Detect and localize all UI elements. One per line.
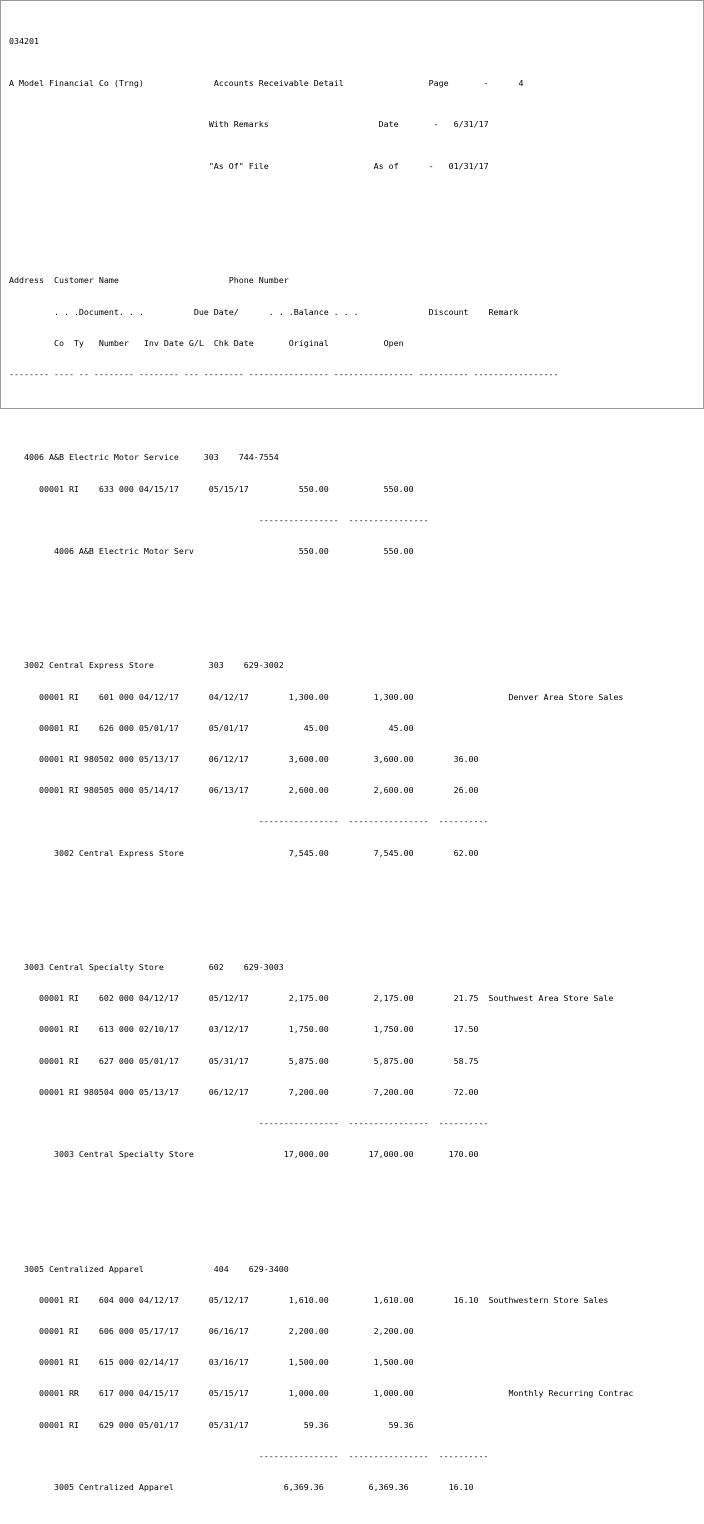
meta-label-page: Page [428, 77, 449, 88]
group-header: 3005 Centralized Apparel 404 629-3400 [9, 1263, 289, 1274]
blank-line-3 [9, 411, 697, 421]
detail-row: 00001 RR 617 000 04/15/17 05/15/17 1,000.00 1,000.00 Monthly Recurring Contrac [9, 1388, 634, 1399]
group-header: 3003 Central Specialty Store 602 629-3003 [9, 961, 284, 972]
detail-row: 00001 RI 602 000 04/12/17 05/12/17 2,175.00 2,175.00 21.75 Southwest Area Store Sale [9, 993, 614, 1004]
meta-dash-date: - [433, 119, 439, 130]
report-subheader-line [9, 119, 697, 129]
meta-dash-asof: - [428, 161, 434, 172]
spacer-7 [399, 119, 434, 129]
blank-line-8 [9, 1191, 697, 1201]
blank-line-1 [9, 203, 697, 213]
group-subtotal: 3005 Centralized Apparel 6,369.36 6,369.36 16.10 [9, 1482, 474, 1493]
report-title-line2: With Remarks [208, 119, 269, 130]
subtotal-dashes: ---------------- ---------------- [9, 514, 429, 525]
meta-dash-page: - [483, 77, 489, 88]
group-header: 4006 A&B Electric Motor Service 303 744-7554 [9, 452, 279, 463]
detail-row: 00001 RI 980505 000 05/14/17 06/13/17 2,600.00 2,600.00 26.00 [9, 785, 479, 796]
meta-value-date: 6/31/17 [453, 119, 489, 130]
spacer-9 [9, 161, 209, 171]
report-subheader-line2 [9, 161, 697, 171]
group-subtotal: 3002 Central Express Store 7,545.00 7,545.00 62.00 [9, 847, 479, 858]
detail-row: 00001 RI 627 000 05/01/17 05/31/17 5,875.00 5,875.00 58.75 [9, 1055, 479, 1066]
form-id: 034201 [9, 36, 39, 47]
detail-row: 00001 RI 626 000 05/01/17 05/01/17 45.00 45.00 [9, 722, 414, 733]
blank-line-6 [9, 889, 697, 899]
detail-row: 00001 RI 629 000 05/01/17 05/31/17 59.36 59.36 [9, 1419, 414, 1430]
blank-line-9 [9, 1222, 697, 1232]
blank-line-4 [9, 588, 697, 598]
subtotal-dashes: ---------------- ---------------- ---------- [9, 1450, 489, 1461]
spacer-3 [449, 78, 484, 88]
meta-label-asof: As of [373, 161, 399, 172]
report-body [9, 5, 697, 1524]
column-header-line-2: . . .Document. . . Due Date/ . . .Balance . . . Discount Remark [9, 306, 519, 317]
meta-label-date: Date [378, 119, 399, 130]
detail-row: 00001 RI 601 000 04/12/17 04/12/17 1,300.00 1,300.00 Denver Area Store Sales [9, 691, 624, 702]
company-name: A Model Financial Co (Trng) [9, 77, 144, 88]
spacer-12 [434, 161, 449, 171]
spacer-1 [144, 78, 214, 88]
spacer-5 [9, 119, 209, 129]
spacer-8 [439, 119, 454, 129]
meta-value-page: 4 [518, 77, 524, 88]
column-header-line-3: Co Ty Number Inv Date G/L Chk Date Original Open [9, 337, 404, 348]
report-title-line1: Accounts Receivable Detail [213, 77, 344, 88]
spacer-4 [489, 78, 519, 88]
blank-line-2 [9, 234, 697, 244]
detail-row: 00001 RI 980502 000 05/13/17 06/12/17 3,600.00 3,600.00 36.00 [9, 753, 479, 764]
group-subtotal: 3003 Central Specialty Store 17,000.00 17,000.00 170.00 [9, 1149, 479, 1160]
group-subtotal: 4006 A&B Electric Motor Serv 550.00 550.00 [9, 545, 414, 556]
spacer-2 [344, 78, 429, 88]
spacer-6 [269, 119, 379, 129]
detail-row: 00001 RI 615 000 02/14/17 03/16/17 1,500.00 1,500.00 [9, 1357, 414, 1368]
detail-row: 00001 RI 606 000 05/17/17 06/16/17 2,200.00 2,200.00 [9, 1326, 414, 1337]
blank-line-7 [9, 920, 697, 930]
detail-row: 00001 RI 604 000 04/12/17 05/12/17 1,610.00 1,610.00 16.10 Southwestern Store Sales [9, 1294, 609, 1305]
column-header-line-1: Address Customer Name Phone Number [9, 275, 289, 286]
spacer-10 [269, 161, 374, 171]
group-header: 3002 Central Express Store 303 629-3002 [9, 660, 284, 671]
report-title-line3: "As Of" File [208, 161, 269, 172]
detail-row: 00001 RI 613 000 02/10/17 03/12/17 1,750.00 1,750.00 17.50 [9, 1024, 479, 1035]
detail-row: 00001 RI 980504 000 05/13/17 06/12/17 7,200.00 7,200.00 72.00 [9, 1086, 479, 1097]
spacer-11 [399, 161, 429, 171]
column-divider: -------- ---- -- -------- -------- --- -------- ---------------- ---------------- ---------- ----------------- [9, 369, 559, 380]
report-header-line [9, 78, 697, 88]
subtotal-dashes: ---------------- ---------------- ---------- [9, 1117, 489, 1128]
subtotal-dashes: ---------------- ---------------- ---------- [9, 816, 489, 827]
blank-line-5 [9, 619, 697, 629]
meta-value-asof: 01/31/17 [448, 161, 489, 172]
detail-row: 00001 RI 633 000 04/15/17 05/15/17 550.00 550.00 [9, 483, 414, 494]
